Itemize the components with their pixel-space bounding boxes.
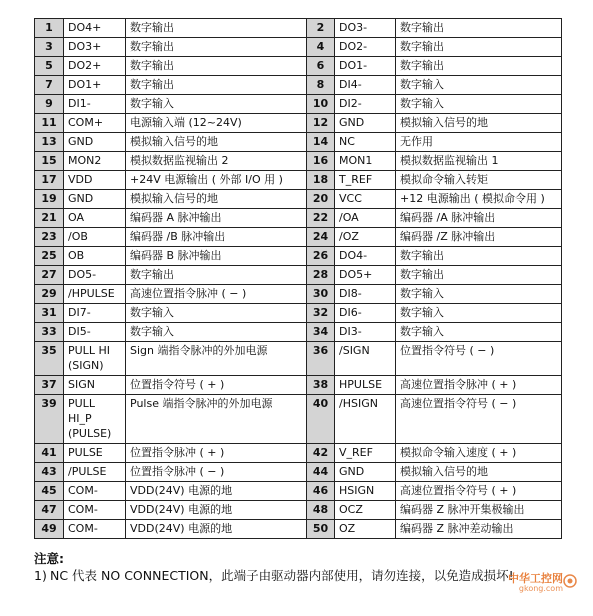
signal-name: HPULSE [335,376,396,395]
watermark-logo [505,570,577,598]
pin-number: 18 [307,171,335,190]
signal-name: OA [64,209,126,228]
signal-description: 数字输出 [126,57,307,76]
signal-name: DO4- [335,247,396,266]
pin-number: 7 [35,76,64,95]
pin-number: 1 [35,19,64,38]
signal-name: GND [335,114,396,133]
table-row [35,463,562,482]
pin-number: 38 [307,376,335,395]
signal-description: Pulse 端指令脉冲的外加电源 [126,395,307,444]
pin-number: 27 [35,266,64,285]
table-row [35,228,562,247]
pin-number: 43 [35,463,64,482]
pin-number: 28 [307,266,335,285]
table-row [35,190,562,209]
signal-description: 数字输出 [126,19,307,38]
signal-name: DO5+ [335,266,396,285]
signal-description: 数字输出 [396,38,562,57]
signal-description: 编码器 /A 脉冲输出 [396,209,562,228]
pin-number: 16 [307,152,335,171]
signal-name: DO3- [335,19,396,38]
pin-number: 29 [35,285,64,304]
signal-description: 数字输入 [396,323,562,342]
signal-description: 数字输出 [126,38,307,57]
signal-description: +12 电源输出 ( 模拟命令用 ) [396,190,562,209]
signal-name: HSIGN [335,482,396,501]
notes-title: 注意: [34,551,64,566]
signal-name: /OZ [335,228,396,247]
table-row [35,152,562,171]
signal-name: /OB [64,228,126,247]
table-row [35,57,562,76]
signal-name: DI4- [335,76,396,95]
signal-description: 模拟输入信号的地 [126,133,307,152]
table-row [35,19,562,38]
pin-number: 39 [35,395,64,444]
pin-number: 44 [307,463,335,482]
signal-description: 高速位置指令脉冲 ( + ) [396,376,562,395]
pin-number: 23 [35,228,64,247]
pin-number: 35 [35,342,64,376]
signal-description: 数字输出 [126,266,307,285]
signal-name: V_REF [335,444,396,463]
signal-description: 数字输出 [396,266,562,285]
signal-name: VCC [335,190,396,209]
signal-description: 数字输出 [396,247,562,266]
signal-description: +24V 电源输出 ( 外部 I/O 用 ) [126,171,307,190]
table-row [35,342,562,376]
pin-number: 10 [307,95,335,114]
pin-number: 12 [307,114,335,133]
pin-number: 6 [307,57,335,76]
signal-description: 编码器 /B 脉冲输出 [126,228,307,247]
signal-name: DO5- [64,266,126,285]
signal-name: COM- [64,520,126,539]
signal-name: PULL HI (SIGN) [64,342,126,376]
signal-name: COM- [64,482,126,501]
pin-number: 49 [35,520,64,539]
signal-name: /HSIGN [335,395,396,444]
signal-description: 模拟输入信号的地 [396,114,562,133]
signal-name: /OA [335,209,396,228]
pin-number: 32 [307,304,335,323]
pin-number: 22 [307,209,335,228]
signal-description: VDD(24V) 电源的地 [126,520,307,539]
signal-name: /SIGN [335,342,396,376]
signal-name: GND [64,133,126,152]
signal-description: 模拟输入信号的地 [396,463,562,482]
table-row [35,304,562,323]
pin-number: 33 [35,323,64,342]
pin-table-body [35,19,562,539]
signal-name: GND [335,463,396,482]
signal-name: DI8- [335,285,396,304]
signal-name: /PULSE [64,463,126,482]
table-row [35,209,562,228]
table-row [35,171,562,190]
table-row [35,95,562,114]
signal-description: Sign 端指令脉冲的外加电源 [126,342,307,376]
pin-number: 19 [35,190,64,209]
pin-number: 45 [35,482,64,501]
signal-name: PULL HI_P (PULSE) [64,395,126,444]
table-row [35,520,562,539]
note-text: NC 代表 NO CONNECTION，此端子由驱动器内部使用，请勿连接，以免造成损坏! [50,568,514,583]
pin-number: 15 [35,152,64,171]
signal-description: 数字输入 [126,95,307,114]
signal-description: 数字输入 [396,76,562,95]
pin-number: 24 [307,228,335,247]
signal-name: /HPULSE [64,285,126,304]
notes-section [34,550,574,584]
signal-description: VDD(24V) 电源的地 [126,482,307,501]
table-row [35,76,562,95]
signal-name: DI6- [335,304,396,323]
pin-number: 2 [307,19,335,38]
watermark-icon [563,574,577,588]
signal-description: 数字输入 [126,304,307,323]
table-row [35,285,562,304]
pin-number: 31 [35,304,64,323]
signal-name: GND [64,190,126,209]
signal-description: 模拟数据监视输出 1 [396,152,562,171]
pin-number: 36 [307,342,335,376]
signal-description: 模拟命令输入转矩 [396,171,562,190]
pin-number: 26 [307,247,335,266]
signal-description: 位置指令脉冲 ( − ) [126,463,307,482]
signal-description: 模拟数据监视输出 2 [126,152,307,171]
signal-name: DI1- [64,95,126,114]
pin-number: 25 [35,247,64,266]
note-item [34,567,574,584]
table-row [35,133,562,152]
signal-description: 位置指令符号 ( + ) [126,376,307,395]
table-row [35,444,562,463]
signal-name: DO1+ [64,76,126,95]
pin-number: 50 [307,520,335,539]
pin-assignment-table [34,18,562,539]
pin-number: 21 [35,209,64,228]
signal-description: 模拟输入信号的地 [126,190,307,209]
signal-name: DI7- [64,304,126,323]
signal-name: DI3- [335,323,396,342]
pin-number: 34 [307,323,335,342]
signal-name: MON2 [64,152,126,171]
signal-description: 数字输出 [396,19,562,38]
signal-name: DO2- [335,38,396,57]
pin-number: 46 [307,482,335,501]
pin-number: 17 [35,171,64,190]
signal-name: T_REF [335,171,396,190]
signal-name: PULSE [64,444,126,463]
signal-description: 位置指令脉冲 ( + ) [126,444,307,463]
signal-description: 高速位置指令符号 ( − ) [396,395,562,444]
signal-name: DO4+ [64,19,126,38]
signal-description: 无作用 [396,133,562,152]
signal-description: 数字输出 [126,76,307,95]
pin-number: 42 [307,444,335,463]
table-row [35,266,562,285]
signal-description: 数字输入 [396,95,562,114]
watermark-url: gkong.com [518,584,563,593]
pin-number: 40 [307,395,335,444]
signal-description: 电源输入端 (12~24V) [126,114,307,133]
pin-number: 3 [35,38,64,57]
table-row [35,501,562,520]
signal-name: OCZ [335,501,396,520]
signal-description: 编码器 B 脉冲输出 [126,247,307,266]
signal-name: VDD [64,171,126,190]
signal-name: DO2+ [64,57,126,76]
table-row [35,38,562,57]
signal-description: 编码器 Z 脉冲差动输出 [396,520,562,539]
table-row [35,482,562,501]
signal-name: OZ [335,520,396,539]
table-row [35,395,562,444]
table-row [35,247,562,266]
signal-name: DI2- [335,95,396,114]
pin-number: 37 [35,376,64,395]
signal-name: COM- [64,501,126,520]
table-row [35,323,562,342]
signal-description: 高速位置指令符号 ( + ) [396,482,562,501]
signal-name: OB [64,247,126,266]
pin-number: 9 [35,95,64,114]
signal-description: 编码器 Z 脉冲开集极输出 [396,501,562,520]
signal-description: 模拟命令输入速度 ( + ) [396,444,562,463]
pin-number: 11 [35,114,64,133]
pin-number: 41 [35,444,64,463]
signal-description: 位置指令符号 ( − ) [396,342,562,376]
pin-number: 8 [307,76,335,95]
signal-description: 高速位置指令脉冲 ( − ) [126,285,307,304]
pin-number: 14 [307,133,335,152]
signal-name: DO3+ [64,38,126,57]
signal-description: 编码器 A 脉冲输出 [126,209,307,228]
signal-name: SIGN [64,376,126,395]
pin-number: 4 [307,38,335,57]
table-row [35,376,562,395]
note-number: 1) [34,568,47,583]
signal-description: 数字输入 [126,323,307,342]
signal-name: DO1- [335,57,396,76]
pin-number: 30 [307,285,335,304]
signal-description: 数字输入 [396,304,562,323]
pin-number: 20 [307,190,335,209]
signal-name: COM+ [64,114,126,133]
table-row [35,114,562,133]
signal-description: 编码器 /Z 脉冲输出 [396,228,562,247]
signal-name: DI5- [64,323,126,342]
pin-number: 47 [35,501,64,520]
watermark-text: 中华工控网 [508,572,563,585]
signal-description: 数字输出 [396,57,562,76]
signal-name: NC [335,133,396,152]
signal-description: VDD(24V) 电源的地 [126,501,307,520]
pin-number: 48 [307,501,335,520]
signal-name: MON1 [335,152,396,171]
pin-number: 5 [35,57,64,76]
pin-number: 13 [35,133,64,152]
signal-description: 数字输入 [396,285,562,304]
